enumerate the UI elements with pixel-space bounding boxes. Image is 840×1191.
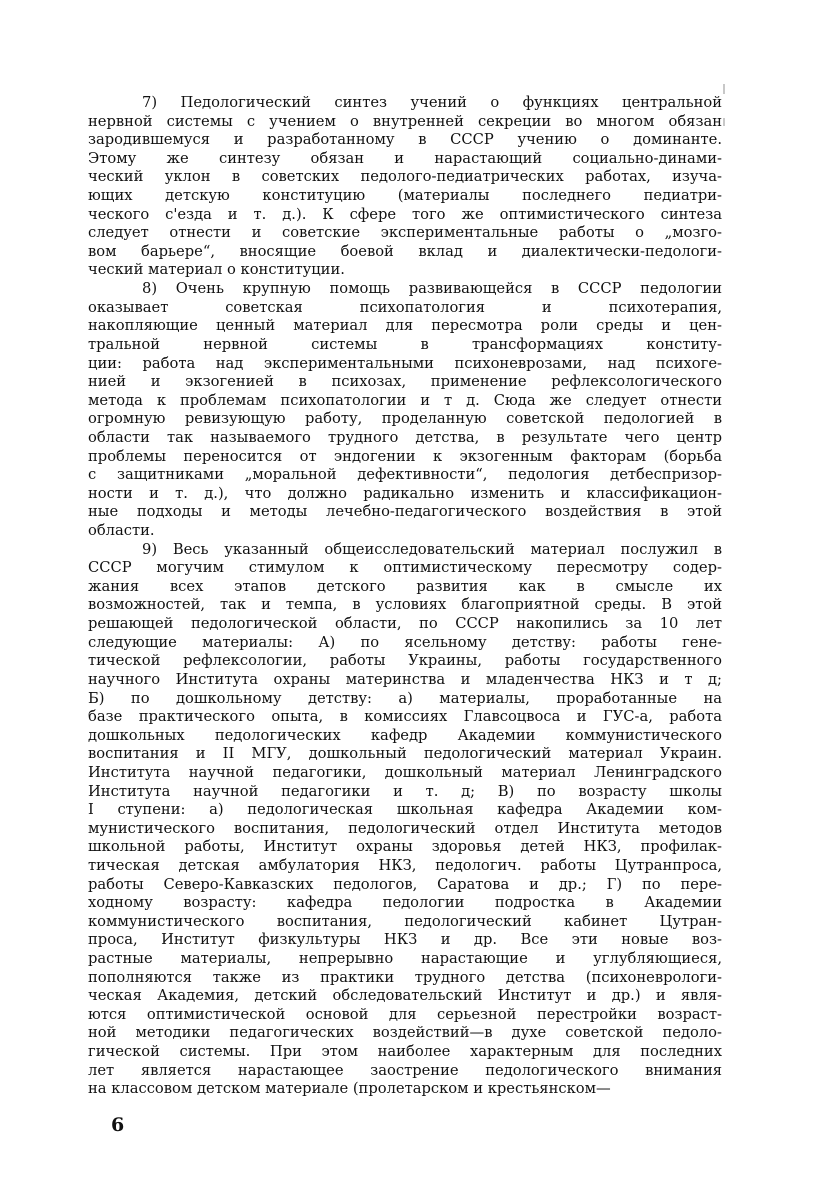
text-line: ные подходы и методы лечебно-педагогического воздействия в этой <box>88 503 722 521</box>
text-line: следующие материалы: А) по ясельному детству: работы гене- <box>88 633 722 651</box>
paragraph <box>88 280 722 541</box>
text-line: школьной работы, Институт охраны здоровья детей НКЗ, профилак- <box>88 838 722 856</box>
text-line: 9) Весь указанный общеисследовательский материал послужил в <box>142 540 722 558</box>
text-line: тической рефлексологии, работы Украины, работы государственного <box>88 652 722 670</box>
text-line: пополняются также из практики трудного детства (психоневрологи- <box>88 968 722 986</box>
text-line: ческий уклон в советских педолого-педиатрических работах, изуча- <box>88 168 722 186</box>
text-line: 8) Очень крупную помощь развивающейся в СССР педологии <box>142 280 722 298</box>
text-line: ческая Академия, детский обследовательский Институт и др.) и явля- <box>88 987 722 1005</box>
paragraph <box>88 94 722 280</box>
text-line: возможностей, так и темпа, в условиях благоприятной среды. В этой <box>88 596 722 614</box>
text-line: нервной системы с учением о внутренней секреции во многом обязан <box>88 112 722 130</box>
text-line: с защитниками „моральной дефективности“, педология детбеспризор- <box>88 466 722 484</box>
text-line: следует отнести и советские экспериментальные работы о „мозго- <box>88 224 722 242</box>
text-line: метода к проблемам психопатологии и т д. Сюда же следует отнести <box>88 391 722 409</box>
text-line: научного Института охраны материнства и младенчества НКЗ и т д; <box>88 670 722 688</box>
text-line: ности и т. д.), что должно радикально изменить и классификацион- <box>88 484 722 502</box>
text-line: тическая детская амбулатория НКЗ, педологич. работы Цутранпроса, <box>88 856 722 874</box>
text-line: области. <box>88 522 155 540</box>
scan-edge-mark <box>723 118 725 126</box>
text-line: ной методики педагогических воздействий—в духе советской педоло- <box>88 1024 722 1042</box>
text-line: ющих детскую конституцию (материалы последнего педиатри- <box>88 187 722 205</box>
text-line: 7) Педологический синтез учений о функциях центральной <box>142 94 722 111</box>
text-line: Института научной педагогики, дошкольный материал Ленинградского <box>88 763 722 781</box>
text-line: тральной нервной системы в трансформациях конститу- <box>88 335 722 353</box>
text-line: базе практического опыта, в комиссиях Главсоцвоса и ГУС-а, работа <box>88 708 722 726</box>
text-line: на классовом детском материале (пролетарском и крестьянском— <box>88 1080 611 1098</box>
text-line: ческий материал о конституции. <box>88 261 345 279</box>
text-line: дошкольных педологических кафедр Академии коммунистического <box>88 726 722 744</box>
text-line: воспитания и II МГУ, дошкольный педологический материал Украин. <box>88 745 722 763</box>
text-line: гической системы. При этом наиболее характерным для последних <box>88 1043 722 1061</box>
document-page <box>88 94 722 1099</box>
text-line: коммунистического воспитания, педологический кабинет Цутран- <box>88 912 722 930</box>
text-line: оказывает советская психопатология и психотерапия, <box>88 298 722 316</box>
text-line: области так называемого трудного детства, в результате чего центр <box>88 428 722 446</box>
text-line: зародившемуся и разработанному в СССР учению о доминанте. <box>88 131 722 149</box>
text-line: нией и экзогенией в психозах, применение рефлексологического <box>88 373 722 391</box>
page-number: 6 <box>111 1114 125 1136</box>
text-line: Института научной педагогики и т. д; В) по возрасту школы <box>88 782 722 800</box>
text-line: проса, Институт физкультуры НКЗ и др. Все эти новые воз- <box>88 931 722 949</box>
text-line: проблемы переносится от эндогении к экзогенным факторам (борьба <box>88 447 722 465</box>
scan-edge-mark <box>723 84 725 94</box>
text-line: растные материалы, непрерывно нарастающие и углубляющиеся, <box>88 950 722 968</box>
text-line: мунистического воспитания, педологический отдел Института методов <box>88 819 722 837</box>
text-line: ческого с'езда и т. д.). К сфере того же оптимистического синтеза <box>88 205 722 223</box>
text-line: СССР могучим стимулом к оптимистическому пересмотру содер- <box>88 559 722 577</box>
text-line: Б) по дошкольному детству: а) материалы, проработанные на <box>88 689 722 707</box>
text-line: жания всех этапов детского развития как в смысле их <box>88 577 722 595</box>
text-line: Этому же синтезу обязан и нарастающий социально-динами- <box>88 149 722 167</box>
text-line: накопляющие ценный материал для пересмотра роли среды и цен- <box>88 317 722 335</box>
text-line: работы Северо-Кавказских педологов, Саратова и др.; Г) по пере- <box>88 875 722 893</box>
text-line: ции: работа над экспериментальными психоневрозами, над психоге- <box>88 354 722 372</box>
text-line: ются оптимистической основой для серьезной перестройки возраст- <box>88 1005 722 1023</box>
text-line: I ступени: а) педологическая школьная кафедра Академии ком- <box>88 801 722 819</box>
text-line: ходному возрасту: кафедра педологии подростка в Академии <box>88 894 722 912</box>
text-line: огромную ревизующую работу, проделанную советской педологией в <box>88 410 722 428</box>
text-line: решающей педологической области, по СССР накопились за 10 лет <box>88 615 722 633</box>
text-line: лет является нарастающее заострение педологического внимания <box>88 1061 722 1079</box>
text-line: вом барьере“, вносящие боевой вклад и диалектически-педологи- <box>88 242 722 260</box>
paragraph <box>88 541 722 1099</box>
